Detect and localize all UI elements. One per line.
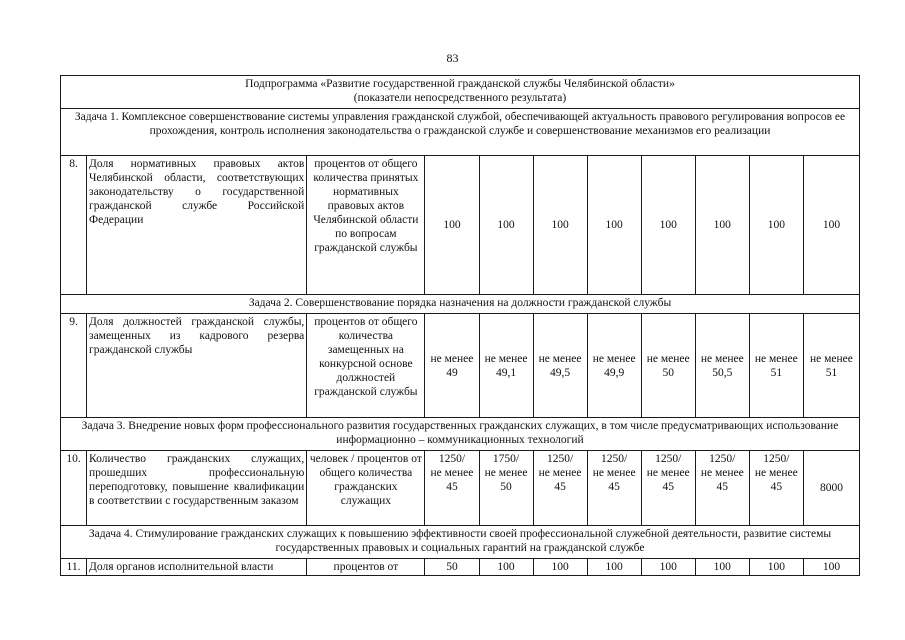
program-header-row (61, 76, 860, 109)
value-cell: 100 (533, 156, 587, 295)
table-row (61, 314, 860, 418)
unit-text: процентов от общего количества принятых нормативных правовых актов Челябинской области по вопросам гражданской службы (307, 156, 425, 295)
value-cell: 100 (695, 559, 749, 576)
indicator-text: Доля должностей гражданской службы, замещенных из кадрового резерва гражданской службы (87, 314, 307, 418)
page-number: 83 (446, 51, 459, 65)
value-cell: 1250/ не менее 45 (641, 451, 695, 526)
indicators-table (60, 75, 860, 576)
value-cell: не менее 49 (425, 314, 479, 418)
value-cell: 100 (533, 559, 587, 576)
value-cell: не менее 49,9 (587, 314, 641, 418)
value-cell: 100 (587, 559, 641, 576)
value-cell: 100 (641, 156, 695, 295)
value-cell: 100 (749, 156, 803, 295)
indicator-text: Доля нормативных правовых актов Челябинской области, соответствующих законодательству о государственной гражданской службе Российской Федерации (87, 156, 307, 295)
unit-text: человек / процентов от общего количества гражданских служащих (307, 451, 425, 526)
unit-text: процентов от общего количества замещенных на конкурсной основе должностей гражданской службы (307, 314, 425, 418)
value-cell: 100 (641, 559, 695, 576)
value-cell: 1250/ не менее 45 (749, 451, 803, 526)
task-title: Задача 2. Совершенствование порядка назначения на должности гражданской службы (61, 295, 860, 314)
task-row (61, 295, 860, 314)
unit-text: процентов от (307, 559, 425, 576)
value-cell: не менее 51 (803, 314, 859, 418)
value-cell: 1250/ не менее 45 (425, 451, 479, 526)
row-number: 11. (61, 559, 87, 576)
value-cell: 100 (425, 156, 479, 295)
value-cell: не менее 50 (641, 314, 695, 418)
value-cell: 100 (749, 559, 803, 576)
value-cell: 100 (803, 559, 859, 576)
value-cell: не менее 50,5 (695, 314, 749, 418)
task-title: Задача 4. Стимулирование гражданских служащих к повышению эффективности своей профессиональной служебной деятельности, развитие системы государственных правовых и социальных гарантий на гражданской службе (61, 526, 860, 559)
value-cell: 1750/ не менее 50 (479, 451, 533, 526)
program-subtitle: (показатели непосредственного результата) (353, 92, 567, 104)
value-cell: не менее 51 (749, 314, 803, 418)
value-cell: 1250/ не менее 45 (695, 451, 749, 526)
task-title: Задача 3. Внедрение новых форм профессионального развития государственных гражданских служащих, в том числе предусматривающих использование информационно – коммуникационных технологий (61, 418, 860, 451)
table-row (61, 156, 860, 295)
task-title: Задача 1. Комплексное совершенствование системы управления гражданской службой, обеспечивающей актуальность правового регулирования вопросов ее прохождения, контроль исполнения законодательства о гражданской службе и совершенствование механизмов его реализации (61, 109, 860, 156)
indicator-text: Доля органов исполнительной власти (87, 559, 307, 576)
value-cell: 50 (425, 559, 479, 576)
value-cell: 100 (479, 559, 533, 576)
value-cell: 100 (803, 156, 859, 295)
value-cell: 100 (479, 156, 533, 295)
table-row (61, 451, 860, 526)
row-number: 8. (61, 156, 87, 295)
value-cell: 8000 (803, 451, 859, 526)
row-number: 9. (61, 314, 87, 418)
value-cell: не менее 49,5 (533, 314, 587, 418)
table-row (61, 559, 860, 576)
task-row (61, 418, 860, 451)
row-number: 10. (61, 451, 87, 526)
value-cell: 100 (695, 156, 749, 295)
program-title: Подпрограмма «Развитие государственной гражданской службы Челябинской области» (245, 78, 675, 90)
value-cell: 1250/ не менее 45 (587, 451, 641, 526)
indicator-text: Количество гражданских служащих, прошедших профессиональную переподготовку, повышение квалификации в соответствии с государственным заказом (87, 451, 307, 526)
value-cell: не менее 49,1 (479, 314, 533, 418)
task-row (61, 526, 860, 559)
task-row (61, 109, 860, 156)
value-cell: 100 (587, 156, 641, 295)
value-cell: 1250/ не менее 45 (533, 451, 587, 526)
